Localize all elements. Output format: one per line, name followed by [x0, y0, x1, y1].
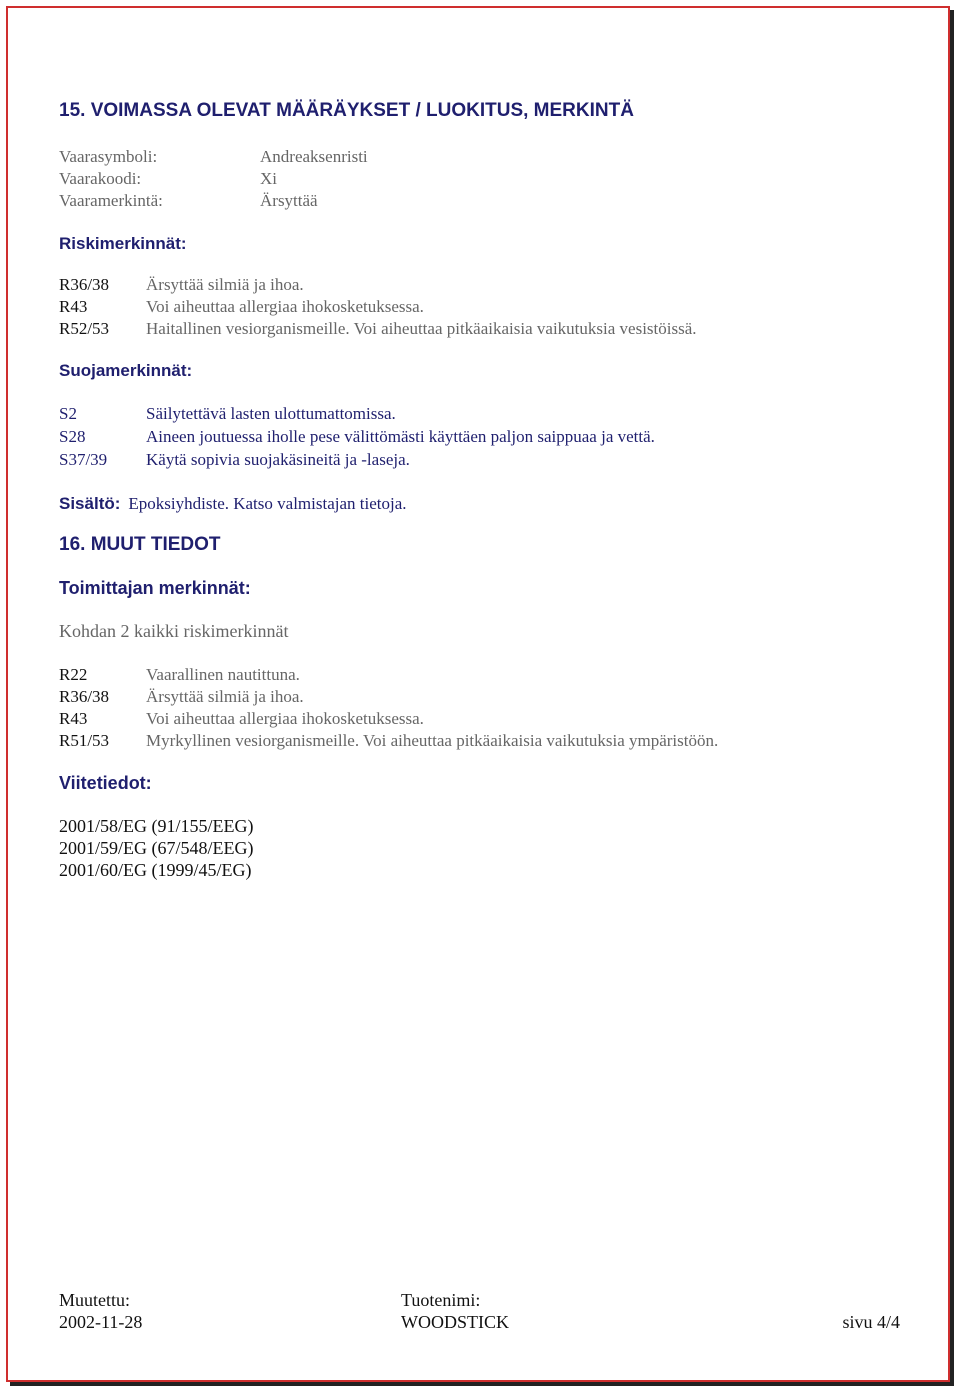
supplier-note: Kohdan 2 kaikki riskimerkinnät	[59, 621, 289, 641]
phrase-code: S2	[59, 404, 77, 423]
phrase-code: R52/53	[59, 319, 110, 338]
hazard-value: Xi	[260, 169, 277, 188]
phrase-text: Säilytettävä lasten ulottumattomissa.	[146, 404, 396, 423]
phrase-text: Aineen joutuessa iholle pese välittömästi käyttäen paljon saippuaa ja vettä.	[146, 427, 655, 446]
risk-heading: Riskimerkinnät:	[59, 234, 187, 253]
phrase-code: R43	[59, 709, 88, 728]
hazard-value: Andreaksenristi	[260, 147, 368, 166]
section-15-title: 15. VOIMASSA OLEVAT MÄÄRÄYKSET / LUOKITUS, MERKINTÄ	[59, 100, 634, 121]
contents-line	[59, 494, 407, 514]
phrase-text: Voi aiheuttaa allergiaa ihokosketuksessa.	[146, 297, 424, 316]
phrase-text: Myrkyllinen vesiorganismeille. Voi aiheuttaa pitkäaikaisia vaikutuksia ympäristöön.	[146, 731, 719, 750]
modified-date: 2002-11-28	[59, 1312, 143, 1332]
safety-heading: Suojamerkinnät:	[59, 361, 193, 380]
contents-label: Sisältö:	[59, 494, 121, 513]
supplier-heading: Toimittajan merkinnät:	[59, 578, 251, 598]
contents-value: Epoksiyhdiste. Katso valmistajan tietoja.	[128, 494, 407, 513]
reference-item: 2001/58/EG (91/155/EEG)	[59, 816, 254, 836]
phrase-text: Käytä sopivia suojakäsineitä ja -laseja.	[146, 450, 410, 469]
phrase-code: R36/38	[59, 275, 110, 294]
references-heading: Viitetiedot:	[59, 773, 152, 793]
phrase-code: R22	[59, 665, 88, 684]
modified-label: Muutettu:	[59, 1290, 130, 1310]
hazard-label: Vaarasymboli:	[59, 147, 158, 166]
phrase-code: R36/38	[59, 687, 110, 706]
phrase-code: S28	[59, 427, 86, 446]
phrase-text: Haitallinen vesiorganismeille. Voi aiheuttaa pitkäaikaisia vaikutuksia vesistöissä.	[146, 319, 697, 338]
hazard-label: Vaarakoodi:	[59, 169, 142, 188]
product-name: WOODSTICK	[401, 1312, 509, 1332]
section-16-title: 16. MUUT TIEDOT	[59, 534, 221, 555]
reference-item: 2001/60/EG (1999/45/EG)	[59, 860, 252, 880]
phrase-text: Ärsyttää silmiä ja ihoa.	[146, 275, 304, 294]
hazard-value: Ärsyttää	[260, 191, 318, 210]
phrase-text: Voi aiheuttaa allergiaa ihokosketuksessa.	[146, 709, 424, 728]
phrase-text: Vaarallinen nautittuna.	[146, 665, 300, 684]
phrase-code: R51/53	[59, 731, 110, 750]
reference-item: 2001/59/EG (67/548/EEG)	[59, 838, 254, 858]
phrase-code: R43	[59, 297, 88, 316]
hazard-label: Vaaramerkintä:	[59, 191, 163, 210]
product-label: Tuotenimi:	[401, 1290, 481, 1310]
phrase-text: Ärsyttää silmiä ja ihoa.	[146, 687, 304, 706]
phrase-code: S37/39	[59, 450, 108, 469]
page-number: sivu 4/4	[842, 1312, 900, 1332]
